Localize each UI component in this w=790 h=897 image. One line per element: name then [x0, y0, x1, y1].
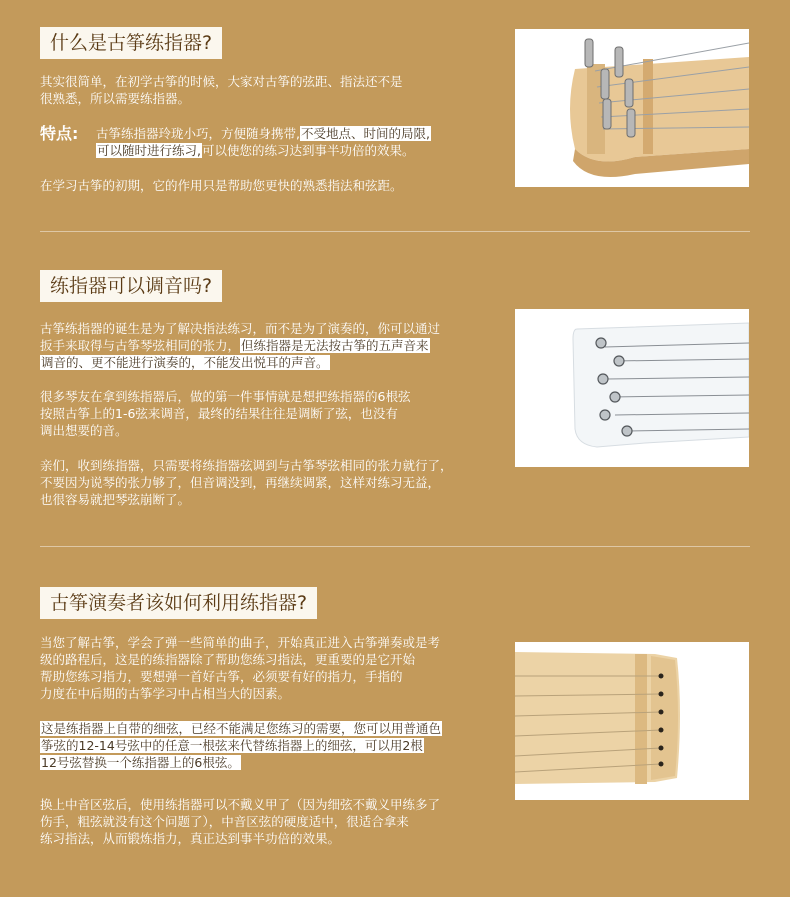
highlighted-text: 调音的、更不能进行演奏的，不能发出悦耳的声音。 — [41, 355, 329, 370]
product-photo-practice-board-strings — [515, 642, 749, 800]
product-photo-acrylic-practice-board — [515, 309, 749, 467]
section2-para1 — [40, 320, 500, 371]
text-line: 级的路程后，这是的练指器除了帮助您练习指法，更重要的是它开始 — [40, 652, 416, 667]
text-run: 可以使您的练习达到事半功倍的效果。 — [201, 143, 415, 158]
feature-text — [96, 125, 556, 159]
text-run: 古筝练指器玲珑小巧，方便随身携带, — [96, 126, 300, 141]
section3-para2-highlighted — [40, 720, 500, 771]
feature-label: 特点: — [40, 124, 79, 143]
product-photo-wooden-practice-board — [515, 29, 749, 187]
text-line: 帮助您练习指力，要想弹一首好古筝，必须要有好的指力，手指的 — [40, 669, 403, 684]
text-run: 扳手来取得与古筝琴弦相同的张力， — [40, 338, 241, 353]
text-line: 其实很简单，在初学古筝的时候，大家对古筝的弦距、指法还不是 — [40, 74, 403, 89]
text-line: 在学习古筝的初期，它的作用只是帮助您更快的熟悉指法和弦距。 — [40, 178, 403, 193]
section-divider — [40, 231, 750, 232]
highlighted-text: 不受地点、时间的局限, — [300, 126, 430, 141]
section-divider — [40, 546, 750, 547]
section2-para3 — [40, 457, 500, 508]
highlighted-text: 但练指器是无法按古筝的五声音来 — [241, 338, 429, 353]
highlighted-text: 这是练指器上自带的细弦，已经不能满足您练习的需要，您可以用普通色 — [41, 721, 442, 736]
section1-summary — [40, 177, 500, 194]
text-line: 力度在中后期的古筝学习中占相当大的因素。 — [40, 686, 291, 701]
text-line: 亲们，收到练指器，只需要将练指器弦调到与古筝琴弦相同的张力就行了， — [40, 458, 453, 473]
section3-title: 古筝演奏者该如何利用练指器? — [40, 587, 317, 619]
text-line: 也很容易就把琴弦崩断了。 — [40, 492, 191, 507]
text-line: 伤手，粗弦就没有这个问题了），中音区弦的硬度适中，很适合拿来 — [40, 814, 409, 829]
highlighted-text: 可以随时进行练习, — [97, 143, 201, 158]
highlighted-text: 筝弦的12-14号弦中的任意一根弦来代替练指器上的细弦，可以用2根 — [41, 738, 423, 753]
section3-para3 — [40, 796, 500, 847]
section2-para2 — [40, 388, 500, 439]
text-line: 换上中音区弦后，使用练指器可以不戴义甲了（因为细弦不戴义甲练多了 — [40, 797, 441, 812]
text-line: 按照古筝上的1-6弦来调音，最终的结果往往是调断了弦，也没有 — [40, 406, 398, 421]
text-line: 古筝练指器的诞生是为了解决指法练习，而不是为了演奏的，你可以通过 — [40, 321, 441, 336]
section1-intro — [40, 73, 500, 107]
section2-title: 练指器可以调音吗? — [40, 270, 222, 302]
highlighted-text: 12号弦替换一个练指器上的6根弦。 — [41, 755, 240, 770]
text-line: 很熟悉，所以需要练指器。 — [40, 91, 191, 106]
section1-title: 什么是古筝练指器? — [40, 27, 222, 59]
section3-para1 — [40, 634, 500, 702]
text-line: 练习指法，从而锻炼指力，真正达到事半功倍的效果。 — [40, 831, 341, 846]
text-line: 调出想要的音。 — [40, 423, 128, 438]
text-line: 当您了解古筝，学会了弹一些简单的曲子，开始真正进入古筝弹奏或是考 — [40, 635, 441, 650]
text-line: 不要因为说琴的张力够了，但音调没到，再继续调紧，这样对练习无益， — [40, 475, 441, 490]
text-line: 很多琴友在拿到练指器后，做的第一件事情就是想把练指器的6根弦 — [40, 389, 411, 404]
